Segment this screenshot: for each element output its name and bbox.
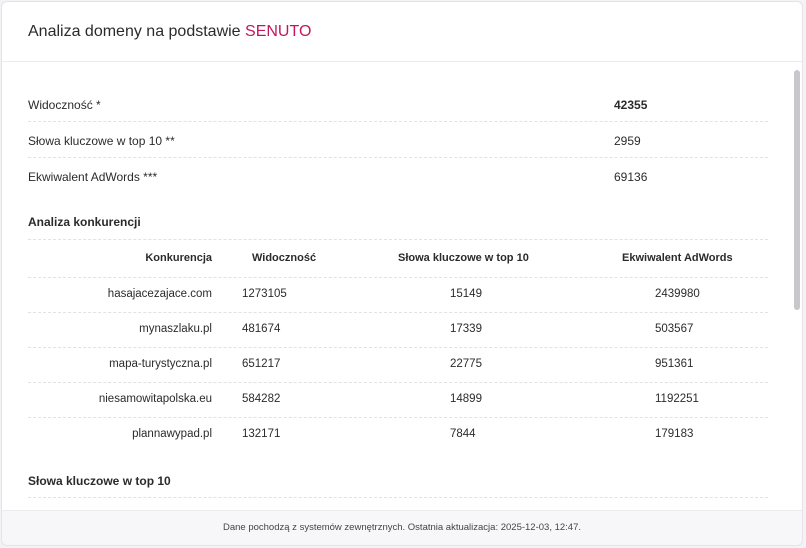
senuto-analysis-card <box>1 1 803 546</box>
header-title: Analiza domeny na podstawie <box>28 23 241 40</box>
competitor-domain: hasajacezajace.com <box>107 288 212 300</box>
competitor-visibility: 584282 <box>242 393 281 405</box>
summary-label: Słowa kluczowe w top 10 ** <box>28 134 175 148</box>
summary-value: 42355 <box>614 98 648 112</box>
column-header-keywords: Słowa kluczowe w top 10 <box>398 252 529 264</box>
competition-table-header <box>28 239 768 278</box>
competitor-keywords: 17339 <box>450 323 482 335</box>
card-header <box>2 2 802 62</box>
column-header-competitor: Konkurencja <box>145 252 212 264</box>
summary-value: 69136 <box>614 170 648 184</box>
summary-label: Ekwiwalent AdWords *** <box>28 170 158 184</box>
brand-name: SENUTO <box>245 23 312 40</box>
keywords-section-title: Słowa kluczowe w top 10 <box>28 474 171 488</box>
summary-label: Widoczność * <box>28 98 101 112</box>
table-row <box>28 347 768 383</box>
competitor-adwords: 2439980 <box>655 288 700 300</box>
competitor-domain: mynaszlaku.pl <box>139 323 212 335</box>
table-row <box>28 417 768 452</box>
summary-row-visibility <box>28 86 768 122</box>
summary-value: 2959 <box>614 134 641 148</box>
column-header-adwords: Ekwiwalent AdWords <box>622 252 733 264</box>
table-row <box>28 382 768 418</box>
card-body[interactable] <box>2 63 790 511</box>
competitor-visibility: 1273105 <box>242 288 287 300</box>
competitor-visibility: 481674 <box>242 323 281 335</box>
competitor-visibility: 651217 <box>242 358 281 370</box>
competitor-domain: plannawypad.pl <box>132 428 212 440</box>
section-divider <box>28 497 768 498</box>
column-header-visibility: Widoczność <box>252 252 317 264</box>
competitor-visibility: 132171 <box>242 428 281 440</box>
summary-row-adwords <box>28 158 768 193</box>
card-footer <box>2 510 802 545</box>
footer-text: Dane pochodzą z systemów zewnętrznych. Ostatnia aktualizacja: 2025-12-03, 12:47. <box>222 522 582 533</box>
competitor-domain: niesamowitapolska.eu <box>98 393 212 405</box>
summary-row-keywords <box>28 122 768 158</box>
competition-title: Analiza konkurencji <box>28 215 141 229</box>
competitor-adwords: 1192251 <box>655 393 699 405</box>
competitor-keywords: 15149 <box>450 288 482 300</box>
competitor-adwords: 503567 <box>655 323 694 335</box>
table-row <box>28 312 768 348</box>
vertical-scrollbar[interactable] <box>794 70 800 310</box>
competitor-keywords: 7844 <box>450 428 476 440</box>
competitor-keywords: 14899 <box>450 393 482 405</box>
competitor-adwords: 179183 <box>655 428 694 440</box>
competitor-domain: mapa-turystyczna.pl <box>109 358 212 370</box>
competitor-adwords: 951361 <box>655 358 694 370</box>
competitor-keywords: 22775 <box>450 358 482 370</box>
table-row <box>28 277 768 313</box>
